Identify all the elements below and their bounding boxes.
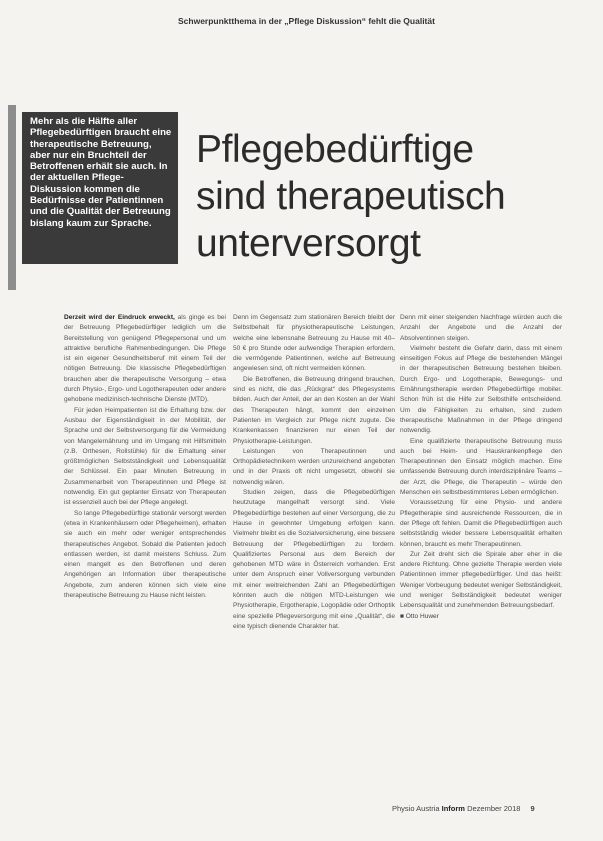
column-1-paragraph-3: So lange Pflegebedürftige stationär versorgt werden (etwa in Krankenhäusern oder Pflegeheimen), erhalten sie auch ein mehr oder weniger entsprechendes therapeutisches Angebot. Sobald die Patienten jedoch entlassen werden, ist damit meistens Schluss. Zum einen mangelt es den Betroffenen und deren Angehörigen an Information über therapeutische Angebote, zum anderen können sich viele eine therapeutische Betreuung zu Hause nicht leisten. xyxy=(64,509,226,600)
column-3-paragraph-4: Voraussetzung für eine Physio- und andere Pflegetherapie sind ausreichende Ressourcen, die in der Pflege oft fehlen. Damit die Pflegebedürftigen auch selbstständig wieder bessere Lebensqualität erhalten können, braucht es mehr Therapeutinnen. xyxy=(400,499,562,548)
column-2-paragraph-3: Leistungen von Therapeutinnen und Orthopädietechnikern werden unzureichend angeboten und in der Praxis oft nicht umgesetzt, obwohl sie notwendig wären. xyxy=(233,447,395,486)
footer-publication: Physio Austria xyxy=(392,804,440,813)
article-column-1 xyxy=(64,313,226,601)
footer-issue-date: Dezember 2018 xyxy=(467,804,521,813)
column-3-paragraph-2: Vielmehr besteht die Gefahr darin, dass mit einem einseitigen Fokus auf Pflege die bestehenden Mängel in der therapeutischen Betreuung bestehen bleiben. Durch Ergo- und Logotherapie, Bewegungs- und Ernährungstherapie werden Pflegebedürftige mobiler. Schon früh ist die Hilfe zur Selbsthilfe entscheidend. Um die Fähigkeiten zu erhalten, sind zudem therapeutische Maßnahmen in der Pflege dringend notwendig. xyxy=(400,344,562,435)
lead-paragraph-text: als ginge es bei der Betreuung Pflegebedürftiger lediglich um die Bereitstellung von genügend Pflegepersonal und um attraktive berufliche Rahmenbedingungen. Die Pflege ist ein eigener Gesundheitsberuf mit einem Teil der nötigen Betreuung. Die klassische Pflegebedürftigen brauchen aber die therapeutische Versorgung – etwa durch Physio-, Ergo- und Logotherapeuten oder andere gehobene medizinisch-technische Dienste (MTD). xyxy=(64,314,226,404)
footer-issue-bold: Inform xyxy=(441,804,465,813)
intro-teaser-box xyxy=(22,112,178,264)
page-footer xyxy=(392,804,572,813)
lead-in: Derzeit wird der Eindruck erweckt, xyxy=(64,314,175,321)
author-byline: ■ Otto Huwer xyxy=(400,612,439,620)
intro-text: Mehr als die Hälfte aller Pflegebedürftigen braucht eine therapeutische Betreuung, aber nur ein Bruchteil der Betroffenen erhält sie auch. In der aktuellen Pflege-Diskussion kommen die Bedürfnisse der Patientinnen und die Qualität der Betreuung bislang kaum zur Sprache. xyxy=(30,116,172,229)
column-1-paragraph-1 xyxy=(64,313,226,406)
article-headline xyxy=(196,126,576,267)
column-3-paragraph-3: Eine qualifizierte therapeutische Betreuung muss auch bei Heim- und Hauskrankenpflege den Therapeutinnen den Einsatz möglich machen. Eine umfassende Betreuung durch interdisziplinäre Teams – der Arzt, die Pflege, die Therapeutin – würde den Menschen ein selbstbestimmteres Leben ermöglichen. xyxy=(400,437,562,497)
headline-line-2: sind therapeutisch xyxy=(196,175,506,218)
decorative-side-bar xyxy=(8,105,16,290)
article-column-2 xyxy=(233,313,395,632)
column-2-paragraph-2: Die Betroffenen, die Betreuung dringend brauchen, sind es nicht, die das „Rückgrat“ des Pflegesystems bilden. Auch der Anteil, der an den Kosten an der Wahl des Therapeuten hängt, kommt den einzelnen Patienten im Vergleich zur Pflege nicht zugute. Die Krankenkassen finanzieren nur einen Teil der Physiotherapie-Leistungen. xyxy=(233,375,395,445)
column-3-paragraph-5: Zur Zeit dreht sich die Spirale aber eher in die andere Richtung. Ohne gezielte Therapie werden viele Patientinnen immer pflegebedürftiger. Und das heißt: Weniger Vorbeugung bedeutet weniger Selbständigkeit, und weniger Selbständigkeit bedeutet weniger Lebensqualität und zunehmenden Betreuungsbedarf. xyxy=(400,550,562,610)
headline-line-1: Pflegebedürftige xyxy=(196,128,474,171)
column-1-paragraph-2: Für jeden Heimpatienten ist die Erhaltung bzw. der Ausbau der Eigenständigkeit in der Mobilität, der Sprache und der Selbstversorgung für die Vermeidung von Mangelernährung und im Umgang mit Hilfsmitteln (z.B. Orthesen, Rollstühle) für die Erhaltung einer größtmöglichen Selbstständigkeit und Lebensqualität der Schlüssel. Ein paar Minuten Betreuung in Zusammenarbeit von Therapeutinnen und Pflege ist notwendig. Ein gut geplanter Einsatz von Therapeuten ist essenziell auch bei der Pflege angelegt. xyxy=(64,406,226,507)
column-2-paragraph-1: Denn im Gegensatz zum stationären Bereich bleibt der Selbstbehalt für physiotherapeutische Leistungen, welche eine lebensnahe Betreuung zu Hause mit 40–50 € pro Stunde oder aufwendige Therapien erfordern, die vermögende Patientinnen, welche auf Betreuung angewiesen sind, oft nicht vermeiden können. xyxy=(233,314,395,373)
article-column-3 xyxy=(400,313,562,622)
page-number: 9 xyxy=(530,804,535,813)
column-2-paragraph-4: Studien zeigen, dass die Pflegebedürftigen heutzutage mangelhaft versorgt sind. Viele Pflegebedürftige bestehen auf einer Versorgung, die zu Hause in gewohnter Umgebung erfolgen kann. Vielmehr bleibt es die Sozialversicherung, eine bessere Betreuung der Pflegebedürftigen zu fordern. Qualifiziertes Personal aus dem Bereich der gehobenen MTD wäre in Österreich vorhanden. Erst unter dem Anspruch einer Vollversorgung verbunden mit einer weitreichenden Zahl an Pflegebedürftigen könnten auch die nötigen MTD-Leistungen wie Physiotherapie, Ergotherapie, Logopädie oder Orthoptik eine spezielle Pflegeversorgung mit eine „Qualität“, die eine typisch dienende Charakter hat. xyxy=(233,489,395,630)
headline-line-3: unterversorgt xyxy=(196,222,421,265)
column-3-paragraph-1: Denn mit einer steigenden Nachfrage würden auch die Anzahl der Angebote und die Anzahl der Absolventinnen steigen. xyxy=(400,314,562,342)
section-kicker: Schwerpunktthema in der „Pflege Diskussion“ fehlt die Qualität xyxy=(178,16,435,26)
